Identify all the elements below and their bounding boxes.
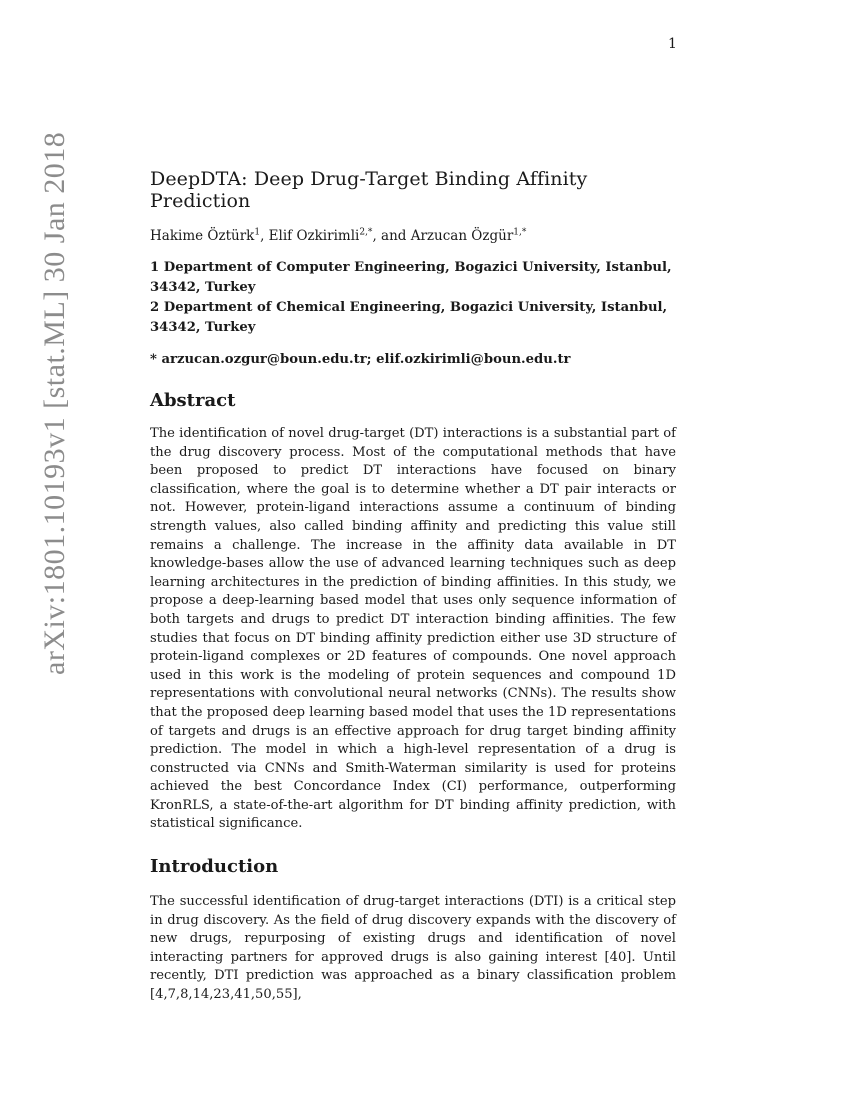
abstract-text: The identification of novel drug-target (DT) interactions is a substantial part of the drug discovery process. Most of the computational methods that have been proposed to predict DT interactions have focused on binary classification, where the goal is to determine whether a DT pair interacts or not. However, protein-ligand interactions assume a continuum of binding strength values, also called binding affinity and predicting this value still remains a challenge. The increase in the affinity data available in DT knowledge-bases allow the use of advanced learning techniques such as deep learning architectures in the prediction of binding affinities. In this study, we propose a deep-learning based model that uses only sequence information of both targets and drugs to predict DT interaction binding affinities. The few studies that focus on DT binding affinity prediction either use 3D structure of protein-ligand complexes or 2D features of compounds. One novel approach used in this work is the modeling of protein sequences and compound 1D representations with convolutional neural networks (CNNs). The results show that the proposed deep learning based model that uses the 1D representations of targets and drugs is an effective approach for drug target binding affinity prediction. The model in which a high-level representation of a drug is constructed via CNNs and Smith-Waterman similarity is used for proteins achieved the best Concordance Index (CI) performance, outperforming KronRLS, a state-of-the-art algorithm for DT binding affinity prediction, with statistical significance.	[150, 426, 676, 832]
affiliation: 1 Department of Computer Engineering, Bogazici University, Istanbul, 34342, Turkey	[150, 260, 672, 295]
page-number: 1	[668, 36, 677, 52]
arxiv-identifier: arXiv:1801.10193v1 [stat.ML] 30 Jan 2018	[38, 131, 71, 675]
paper-title: DeepDTA: Deep Drug-Target Binding Affinity Prediction	[150, 168, 588, 212]
affiliation-list	[150, 258, 676, 338]
introduction-heading: Introduction	[150, 856, 279, 878]
author-name: Elif Ozkirimli	[268, 228, 360, 244]
corresponding-emails: * arzucan.ozgur@boun.edu.tr; elif.ozkirimli@boun.edu.tr	[150, 352, 571, 367]
author-separator: ,	[260, 228, 269, 244]
author-list	[150, 228, 676, 244]
author-name: Hakime Öztürk	[150, 228, 255, 244]
introduction-text: The successful identification of drug-target interactions (DTI) is a critical step in drug discovery. As the field of drug discovery expands with the discovery of new drugs, repurposing of existing drugs and identification of novel interacting partners for approved drugs is also gaining interest [40]. Until recently, DTI prediction was approached as a binary classification problem [4,7,8,14,23,41,50,55],	[150, 894, 676, 1003]
affiliation: 2 Department of Chemical Engineering, Bogazici University, Istanbul, 34342, Turkey	[150, 300, 668, 335]
author-affiliation-mark: 1,*	[513, 227, 527, 238]
paper-content	[150, 168, 676, 1005]
abstract-heading: Abstract	[150, 390, 236, 411]
author-separator: , and	[372, 228, 411, 244]
author-affiliation-mark: 1	[254, 227, 261, 238]
author-name: Arzucan Özgür	[410, 228, 514, 244]
author-affiliation-mark: 2,*	[359, 227, 373, 238]
